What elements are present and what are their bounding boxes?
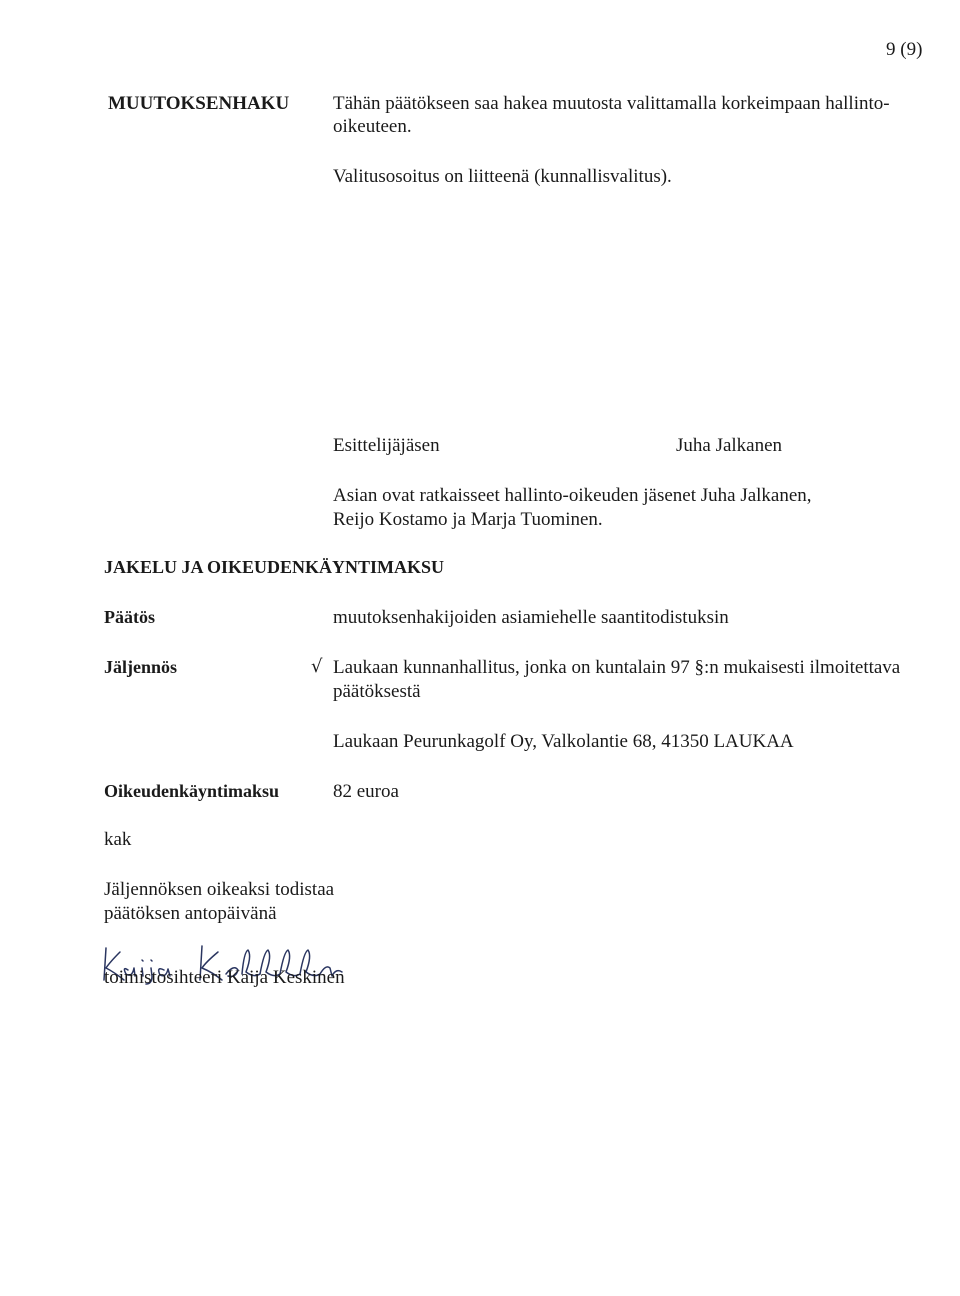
fee-value: 82 euroa (333, 781, 399, 802)
initials: kak (104, 829, 132, 850)
checkmark-icon: √ (311, 656, 323, 677)
appeal-instructions: Valitusosoitus on liitteenä (kunnallisvalitus). (333, 166, 672, 187)
certification-line1: Jäljennöksen oikeaksi todistaa (104, 879, 335, 900)
certification-line2: päätöksen antopäivänä (104, 903, 277, 924)
fee-label: Oikeudenkäyntimaksu (104, 781, 280, 801)
presenter-name: Juha Jalkanen (676, 435, 783, 456)
copy-value-line1: Laukaan kunnanhallitus, jonka on kuntalain 97 §:n mukaisesti ilmoitettava (333, 657, 901, 678)
copy-label: Jäljennös (104, 657, 178, 677)
page-number: 9 (9) (886, 39, 923, 60)
presenter-label: Esittelijäjäsen (333, 435, 440, 456)
appeal-text-line2: oikeuteen. (333, 116, 412, 137)
appeal-heading: MUUTOKSENHAKU (108, 93, 290, 114)
decision-value: muutoksenhakijoiden asiamiehelle saantitodistuksin (333, 607, 729, 628)
certification-signer: toimistosihteeri Kaija Keskinen (104, 967, 345, 988)
appeal-text-line1: Tähän päätökseen saa hakea muutosta valittamalla korkeimpaan hallinto- (333, 93, 890, 114)
decision-label: Päätös (104, 607, 155, 627)
copy-value-2: Laukaan Peurunkagolf Oy, Valkolantie 68, 41350 LAUKAA (333, 731, 794, 752)
distribution-heading: JAKELU JA OIKEUDENKÄYNTIMAKSU (104, 557, 445, 577)
judges-line2: Reijo Kostamo ja Marja Tuominen. (333, 509, 603, 530)
judges-line1: Asian ovat ratkaisseet hallinto-oikeuden jäsenet Juha Jalkanen, (333, 485, 812, 506)
copy-value-line2: päätöksestä (333, 681, 421, 702)
